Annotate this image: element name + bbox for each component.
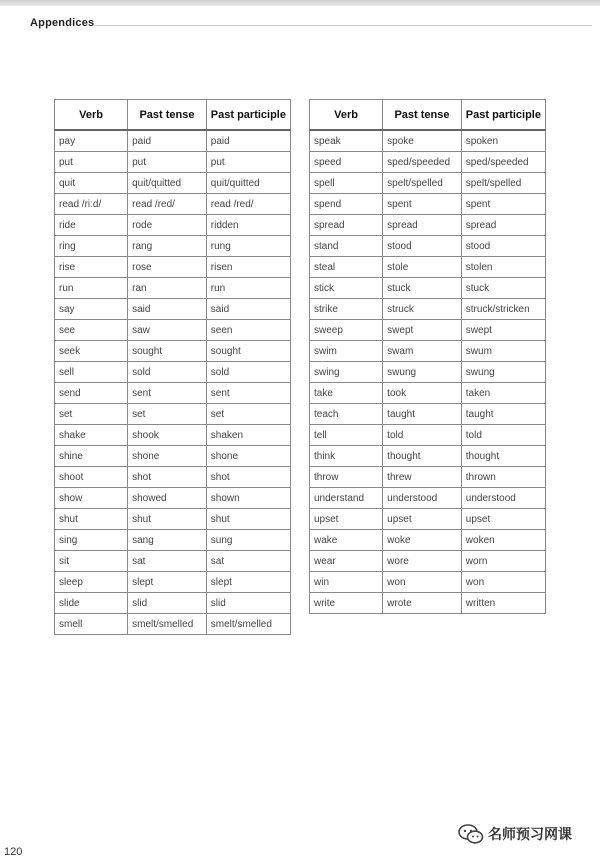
cell-past-participle: spent [461, 194, 545, 215]
table-row [55, 530, 291, 551]
table-row [310, 383, 546, 404]
table-row [55, 404, 291, 425]
table-row [310, 236, 546, 257]
cell-past-participle: sung [206, 530, 290, 551]
cell-past-tense: shook [128, 425, 207, 446]
cell-past-participle: shot [206, 467, 290, 488]
cell-past-participle: paid [206, 130, 290, 152]
cell-past-participle: spoken [461, 130, 545, 152]
cell-verb: set [55, 404, 128, 425]
cell-past-participle: seen [206, 320, 290, 341]
cell-past-participle: shut [206, 509, 290, 530]
cell-past-participle: said [206, 299, 290, 320]
cell-past-tense: sang [128, 530, 207, 551]
cell-verb: slide [55, 593, 128, 614]
cell-past-tense: stuck [383, 278, 462, 299]
verb-table-left-body [55, 130, 291, 635]
cell-past-participle: swept [461, 320, 545, 341]
cell-verb: ride [55, 215, 128, 236]
table-header-row [55, 100, 291, 131]
cell-verb: wear [310, 551, 383, 572]
cell-past-tense: spent [383, 194, 462, 215]
cell-past-tense: spoke [383, 130, 462, 152]
verb-table-right-body [310, 130, 546, 614]
table-row [310, 467, 546, 488]
cell-past-tense: spelt/spelled [383, 173, 462, 194]
cell-past-participle: shaken [206, 425, 290, 446]
table-row [310, 446, 546, 467]
cell-past-tense: taught [383, 404, 462, 425]
cell-past-tense: set [128, 404, 207, 425]
table-row [310, 425, 546, 446]
cell-past-participle: smelt/smelled [206, 614, 290, 635]
watermark-text: 名师预习网课 [488, 826, 572, 842]
cell-verb: pay [55, 130, 128, 152]
cell-verb: stick [310, 278, 383, 299]
cell-verb: shoot [55, 467, 128, 488]
cell-verb: take [310, 383, 383, 404]
table-row [310, 572, 546, 593]
cell-verb: speak [310, 130, 383, 152]
cell-past-tense: sat [128, 551, 207, 572]
table-row [55, 257, 291, 278]
table-row [310, 173, 546, 194]
table-row [55, 278, 291, 299]
table-row [55, 614, 291, 635]
cell-verb: sweep [310, 320, 383, 341]
cell-past-participle: sped/speeded [461, 152, 545, 173]
cell-verb: send [55, 383, 128, 404]
table-row [55, 236, 291, 257]
cell-past-participle: spread [461, 215, 545, 236]
table-row [55, 572, 291, 593]
table-row [310, 278, 546, 299]
cell-past-participle: written [461, 593, 545, 614]
cell-verb: sit [55, 551, 128, 572]
cell-verb: run [55, 278, 128, 299]
cell-verb: stand [310, 236, 383, 257]
section-title: Appendices [30, 17, 95, 29]
column-header-past-participle: Past participle [206, 100, 290, 131]
table-row [55, 467, 291, 488]
cell-verb: win [310, 572, 383, 593]
cell-past-tense: slept [128, 572, 207, 593]
table-row [55, 362, 291, 383]
cell-past-tense: stood [383, 236, 462, 257]
cell-past-tense: slid [128, 593, 207, 614]
cell-past-participle: sold [206, 362, 290, 383]
cell-past-tense: swept [383, 320, 462, 341]
table-row [310, 362, 546, 383]
cell-verb: write [310, 593, 383, 614]
cell-past-participle: thrown [461, 467, 545, 488]
cell-past-tense: swam [383, 341, 462, 362]
cell-past-tense: shut [128, 509, 207, 530]
cell-past-tense: said [128, 299, 207, 320]
cell-verb: speed [310, 152, 383, 173]
cell-past-participle: run [206, 278, 290, 299]
cell-verb: tell [310, 425, 383, 446]
cell-past-tense: struck [383, 299, 462, 320]
cell-past-participle: sent [206, 383, 290, 404]
table-row [55, 341, 291, 362]
cell-verb: seek [55, 341, 128, 362]
cell-verb: strike [310, 299, 383, 320]
cell-past-participle: swum [461, 341, 545, 362]
cell-past-tense: rang [128, 236, 207, 257]
table-row [55, 551, 291, 572]
table-row [310, 593, 546, 614]
cell-past-tense: woke [383, 530, 462, 551]
cell-verb: throw [310, 467, 383, 488]
cell-past-participle: taught [461, 404, 545, 425]
cell-past-participle: upset [461, 509, 545, 530]
cell-past-participle: stood [461, 236, 545, 257]
table-row [55, 215, 291, 236]
cell-past-tense: thought [383, 446, 462, 467]
cell-past-participle: worn [461, 551, 545, 572]
cell-verb: shake [55, 425, 128, 446]
cell-past-tense: took [383, 383, 462, 404]
table-row [310, 152, 546, 173]
cell-past-tense: quit/quitted [128, 173, 207, 194]
table-row [55, 425, 291, 446]
cell-past-participle: woken [461, 530, 545, 551]
cell-past-tense: threw [383, 467, 462, 488]
cell-past-participle: shown [206, 488, 290, 509]
table-row [310, 320, 546, 341]
cell-past-participle: shone [206, 446, 290, 467]
table-row [310, 530, 546, 551]
column-header-past-participle: Past participle [461, 100, 545, 131]
cell-past-participle: rung [206, 236, 290, 257]
cell-past-participle: stuck [461, 278, 545, 299]
table-row [55, 299, 291, 320]
page-top-edge [0, 0, 600, 6]
table-row [55, 320, 291, 341]
cell-past-tense: swung [383, 362, 462, 383]
cell-past-participle: quit/quitted [206, 173, 290, 194]
cell-verb: put [55, 152, 128, 173]
cell-verb: spread [310, 215, 383, 236]
cell-verb: rise [55, 257, 128, 278]
cell-past-participle: taken [461, 383, 545, 404]
table-row [55, 509, 291, 530]
cell-past-tense: paid [128, 130, 207, 152]
cell-verb: sleep [55, 572, 128, 593]
cell-past-tense: sent [128, 383, 207, 404]
cell-past-tense: shone [128, 446, 207, 467]
cell-past-tense: shot [128, 467, 207, 488]
cell-past-tense: wore [383, 551, 462, 572]
table-row [55, 488, 291, 509]
table-row [55, 593, 291, 614]
table-row [310, 299, 546, 320]
table-row [55, 152, 291, 173]
table-row [310, 341, 546, 362]
table-row [55, 383, 291, 404]
cell-verb: teach [310, 404, 383, 425]
cell-past-participle: risen [206, 257, 290, 278]
cell-verb: steal [310, 257, 383, 278]
cell-past-tense: told [383, 425, 462, 446]
cell-verb: spend [310, 194, 383, 215]
cell-past-tense: saw [128, 320, 207, 341]
table-row [55, 446, 291, 467]
cell-past-tense: sought [128, 341, 207, 362]
cell-past-participle: ridden [206, 215, 290, 236]
cell-verb: sell [55, 362, 128, 383]
cell-verb: say [55, 299, 128, 320]
cell-past-tense: showed [128, 488, 207, 509]
table-row [55, 194, 291, 215]
cell-verb: swim [310, 341, 383, 362]
cell-past-participle: put [206, 152, 290, 173]
cell-past-participle: told [461, 425, 545, 446]
cell-past-tense: rode [128, 215, 207, 236]
cell-verb: sing [55, 530, 128, 551]
cell-past-participle: understood [461, 488, 545, 509]
cell-verb: see [55, 320, 128, 341]
cell-verb: shine [55, 446, 128, 467]
table-row [55, 130, 291, 152]
page-number: 120 [4, 846, 23, 858]
cell-past-tense: rose [128, 257, 207, 278]
table-header-row [310, 100, 546, 131]
cell-past-tense: spread [383, 215, 462, 236]
column-header-verb: Verb [310, 100, 383, 131]
cell-past-tense: upset [383, 509, 462, 530]
cell-past-participle: slept [206, 572, 290, 593]
cell-verb: upset [310, 509, 383, 530]
cell-past-participle: thought [461, 446, 545, 467]
cell-past-tense: sold [128, 362, 207, 383]
cell-past-participle: stolen [461, 257, 545, 278]
column-header-past-tense: Past tense [383, 100, 462, 131]
cell-past-tense: won [383, 572, 462, 593]
cell-past-participle: sought [206, 341, 290, 362]
cell-past-tense: understood [383, 488, 462, 509]
column-header-past-tense: Past tense [128, 100, 207, 131]
wechat-icon [458, 824, 484, 844]
cell-past-participle: spelt/spelled [461, 173, 545, 194]
cell-verb: quit [55, 173, 128, 194]
cell-verb: wake [310, 530, 383, 551]
cell-past-participle: slid [206, 593, 290, 614]
cell-past-participle: struck/stricken [461, 299, 545, 320]
cell-past-participle: read /red/ [206, 194, 290, 215]
cell-past-participle: won [461, 572, 545, 593]
table-row [310, 551, 546, 572]
watermark [458, 824, 572, 844]
header-rule [94, 25, 592, 26]
table-row [310, 404, 546, 425]
verb-table-left [54, 99, 291, 635]
cell-past-participle: sat [206, 551, 290, 572]
cell-verb: understand [310, 488, 383, 509]
cell-verb: shut [55, 509, 128, 530]
column-header-verb: Verb [55, 100, 128, 131]
cell-verb: smell [55, 614, 128, 635]
cell-past-participle: swung [461, 362, 545, 383]
table-row [310, 215, 546, 236]
cell-verb: swing [310, 362, 383, 383]
cell-verb: read /riːd/ [55, 194, 128, 215]
table-row [310, 130, 546, 152]
table-row [310, 509, 546, 530]
table-row [310, 194, 546, 215]
cell-past-tense: wrote [383, 593, 462, 614]
cell-past-tense: ran [128, 278, 207, 299]
cell-past-tense: sped/speeded [383, 152, 462, 173]
table-row [310, 488, 546, 509]
cell-verb: spell [310, 173, 383, 194]
cell-past-participle: set [206, 404, 290, 425]
table-row [55, 173, 291, 194]
cell-verb: think [310, 446, 383, 467]
verb-table-right [309, 99, 546, 614]
cell-verb: show [55, 488, 128, 509]
cell-past-tense: read /red/ [128, 194, 207, 215]
cell-verb: ring [55, 236, 128, 257]
cell-past-tense: smelt/smelled [128, 614, 207, 635]
cell-past-tense: put [128, 152, 207, 173]
cell-past-tense: stole [383, 257, 462, 278]
table-row [310, 257, 546, 278]
